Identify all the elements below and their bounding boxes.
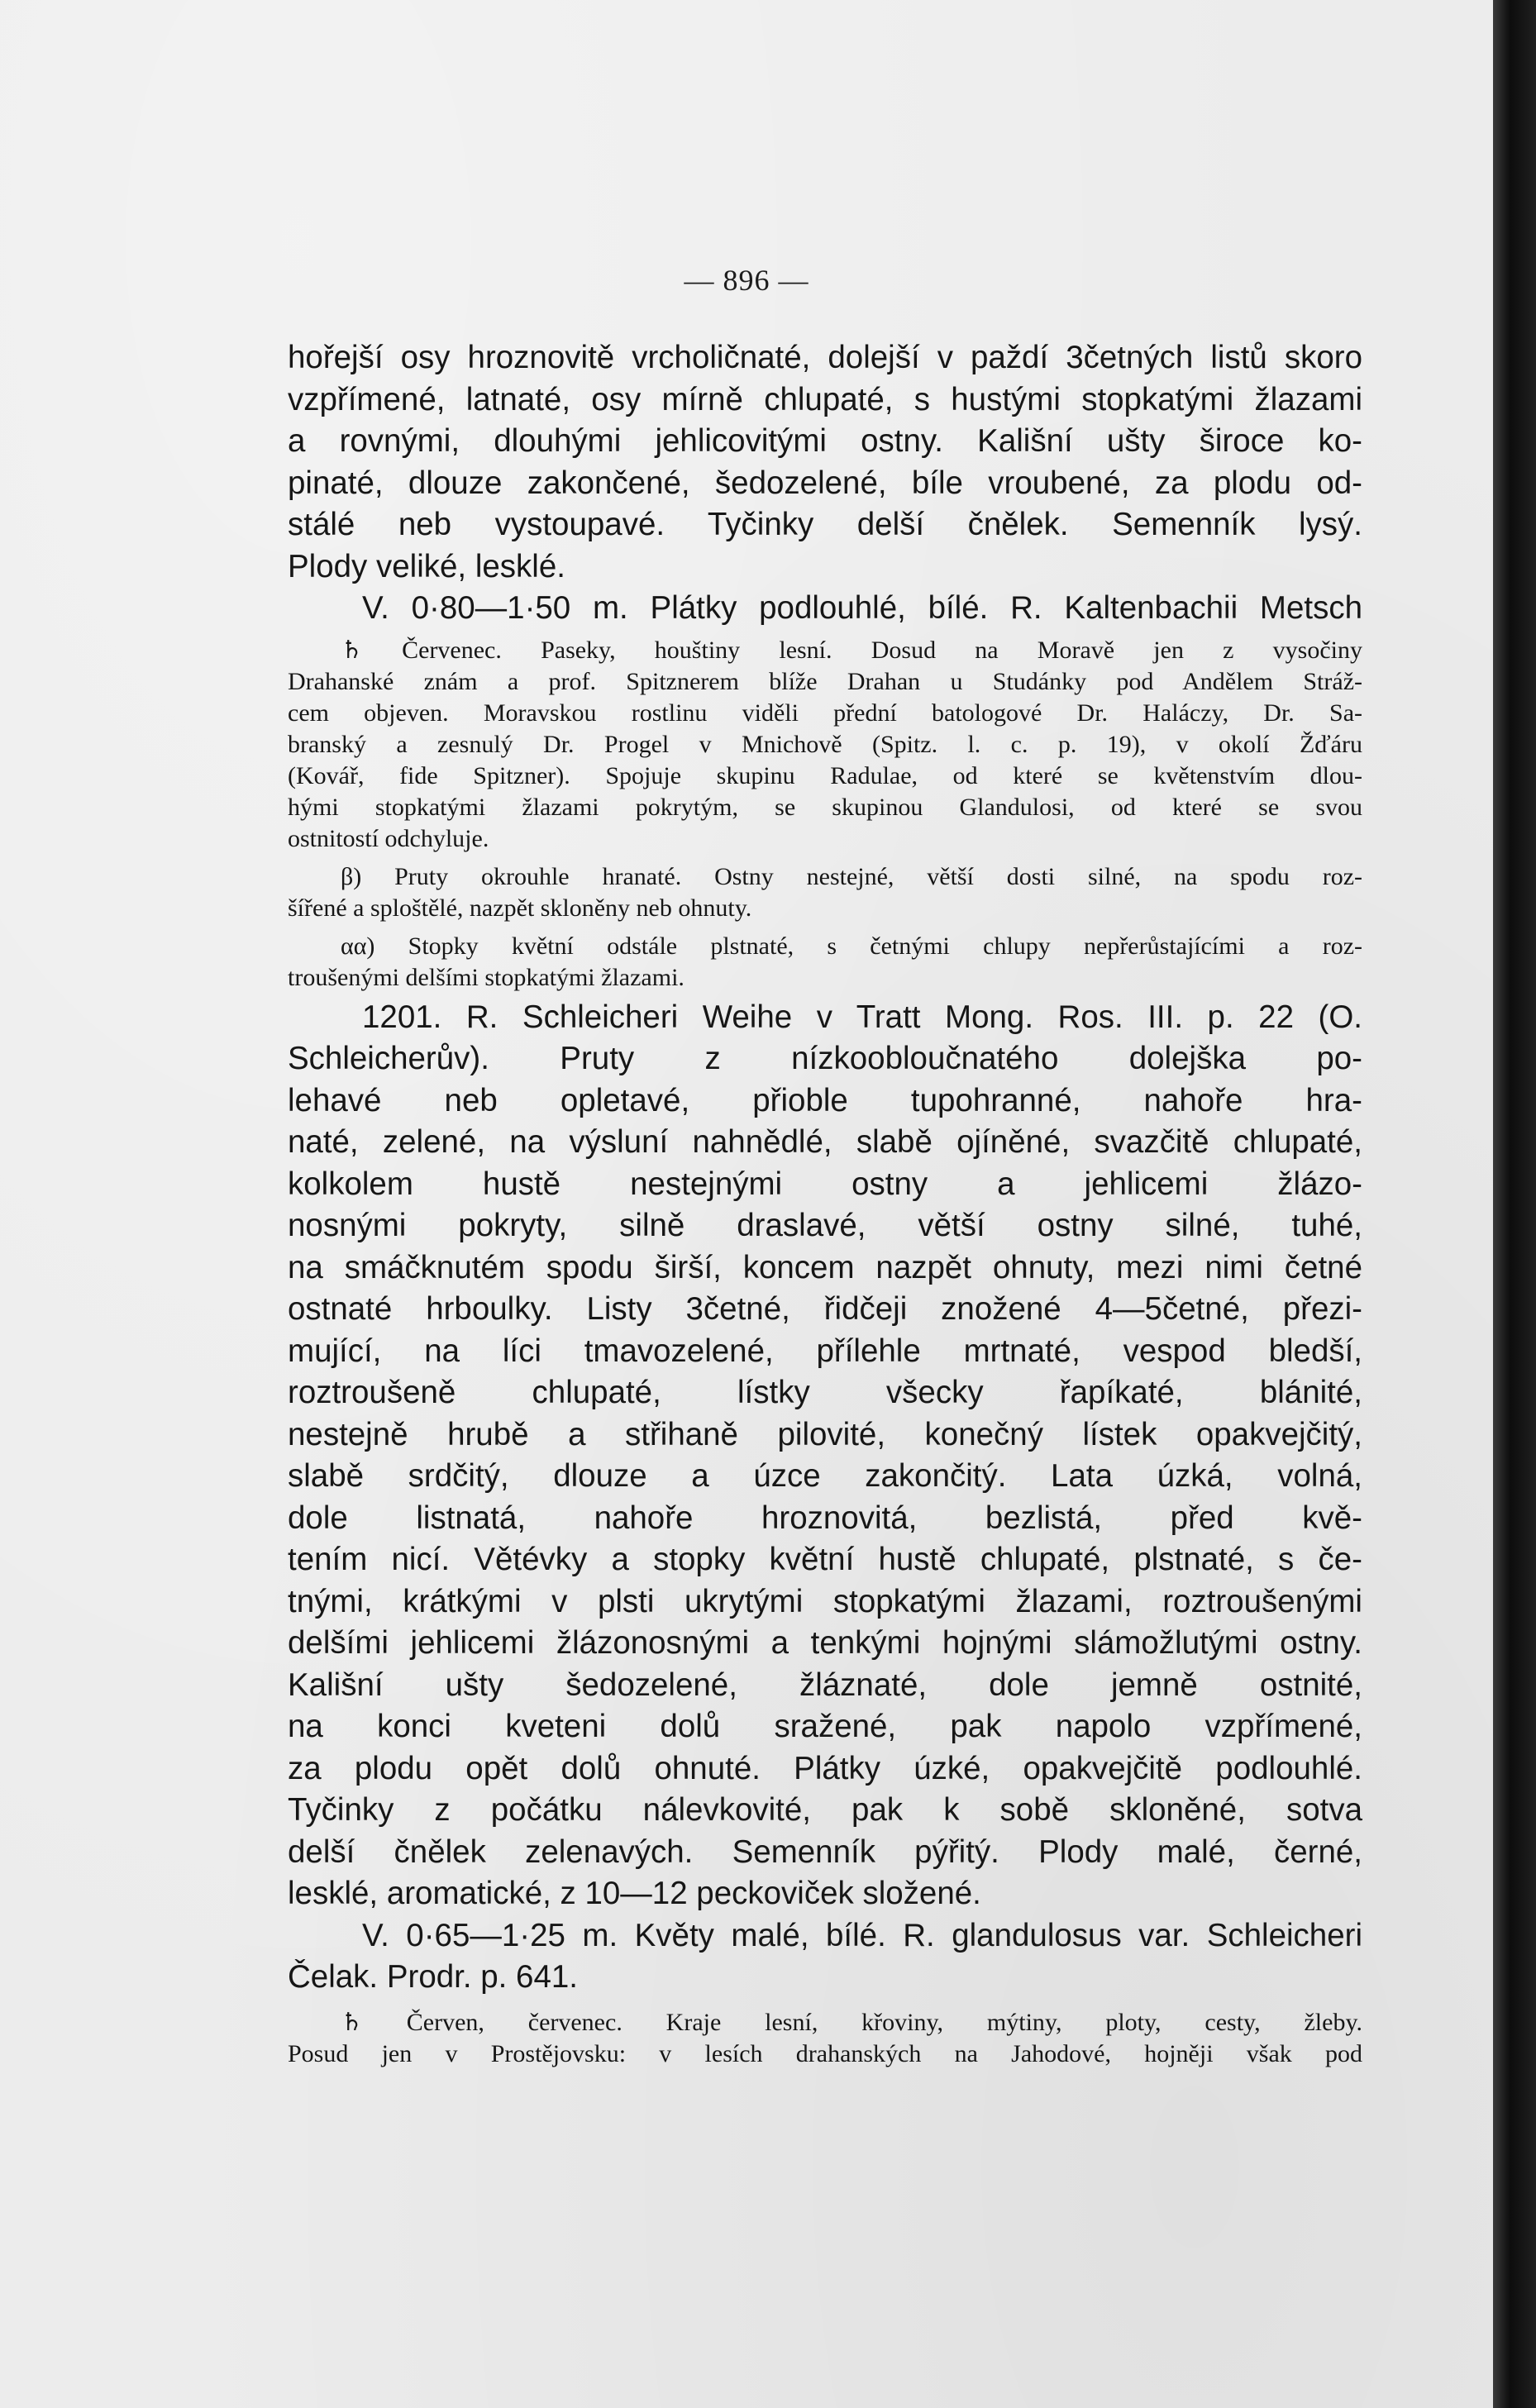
text-line: Plody veliké, lesklé. xyxy=(288,548,565,584)
page-number: — 896 — xyxy=(684,264,809,297)
page-text xyxy=(288,337,1362,2070)
distribution-paragraph xyxy=(288,635,1362,855)
text-line: vzpřímené, latnaté, osy mírně chlupaté, s hustými stopkatými žlazami xyxy=(288,381,1362,417)
text-line: cem objeven. Moravskou rostlinu viděli přední batologové Dr. Haláczy, Dr. Sa- xyxy=(288,699,1362,727)
text-line: roztroušeně chlupaté, lístky všecky řapíkaté, blánité, xyxy=(288,1375,1362,1410)
text-line: Tyčinky z počátku nálevkovité, pak k sobě skloněné, sotva xyxy=(288,1792,1362,1828)
text-line: delšími jehlicemi žlázonosnými a tenkými hojnými slámožlutými ostny. xyxy=(288,1625,1362,1661)
text-line: Posud jen v Prostějovsku: v lesích drahanských na Jahodové, hojněji však pod xyxy=(288,2039,1362,2067)
size-line: V. 0·65—1·25 m. Květy malé, bílé. R. glandulosus var. Schleicheri xyxy=(362,1917,1362,1953)
text-line: delší čnělek zelenavých. Semenník pýřitý. Plody malé, černé, xyxy=(288,1833,1362,1870)
text-line: ostnaté hrboulky. Listy 3četné, řidčeji znožené 4—5četné, přezi- xyxy=(288,1291,1362,1327)
text-line: pinaté, dlouze zakončené, šedozelené, bíle vroubené, za plodu od- xyxy=(288,465,1362,501)
size-line: V. 0·80—1·50 m. Plátky podlouhlé, bílé. R. Kaltenbachii Metsch xyxy=(362,590,1362,626)
text-line: Čelak. Prodr. p. 641. xyxy=(288,1959,578,1995)
text-line: lehavé neb opletavé, přioble tupohranné, nahoře hra- xyxy=(288,1082,1362,1118)
text-line: tnými, krátkými v plsti ukrytými stopkatými žlazami, roztroušenými xyxy=(288,1583,1362,1619)
text-line: šířené a sploštělé, nazpět skloněny neb ohnuty. xyxy=(288,894,752,922)
text-line: Drahanské znám a prof. Spitznerem blíže Drahan u Studánky pod Andělem Stráž- xyxy=(288,667,1362,695)
entry-heading: 1201. R. Schleicheri Weihe v Tratt Mong. Ros. III. p. 22 (O. xyxy=(362,999,1362,1035)
text-line: nestejně hrubě a střihaně pilovité, konečný lístek opakvejčitý, xyxy=(288,1416,1362,1452)
text-line: branský a zesnulý Dr. Progel v Mnichově (Spitz. l. c. p. 19), v okolí Žďáru xyxy=(288,730,1362,758)
text-line: dole listnatá, nahoře hroznovitá, bezlistá, před kvě- xyxy=(288,1500,1362,1536)
text-line: a rovnými, dlouhými jehlicovitými ostny. Kališní ušty široce ko- xyxy=(288,423,1362,459)
text-line: na smáčknutém spodu širší, koncem nazpět ohnuty, mezi nimi četné xyxy=(288,1249,1362,1285)
text-line: mující, na líci tmavozelené, přílehle mrtnaté, vespod bledší, xyxy=(288,1333,1362,1369)
text-line: nosnými pokryty, silně draslavé, větší ostny silné, tuhé, xyxy=(288,1208,1362,1243)
text-line: Kališní ušty šedozelené, žláznaté, dole jemně ostnité, xyxy=(288,1667,1362,1703)
key-alpha xyxy=(288,931,1362,994)
text-line: troušenými delšími stopkatými žlazami. xyxy=(288,963,685,991)
text-line: ♄ Červenec. Paseky, houštiny lesní. Dosud na Moravě jen z vysočiny xyxy=(341,636,1362,664)
species-entry xyxy=(288,997,1362,1999)
text-line: tením nicí. Větévky a stopky květní hustě chlupaté, plstnaté, s če- xyxy=(288,1542,1362,1577)
text-line: na konci kveteni dolů sražené, pak napolo vzpřímené, xyxy=(288,1709,1362,1744)
text-line: (Kovář, fide Spitzner). Spojuje skupinu Radulae, od které se květenstvím dlou- xyxy=(288,761,1362,789)
text-line: αα) Stopky květní odstále plstnaté, s četnými chlupy nepřerůstajícími a roz- xyxy=(341,932,1362,960)
text-line: ostnitostí odchyluje. xyxy=(288,824,489,852)
text-line: za plodu opět dolů ohnuté. Plátky úzké, opakvejčitě podlouhlé. xyxy=(288,1750,1362,1786)
text-line: lesklé, aromatické, z 10—12 peckoviček složené. xyxy=(288,1876,981,1911)
text-line: hořejší osy hroznovitě vrcholičnaté, dolejší v paždí 3četných listů skoro xyxy=(288,340,1362,375)
text-line: stálé neb vystoupavé. Tyčinky delší čnělek. Semenník lysý. xyxy=(288,507,1362,542)
description-paragraph xyxy=(288,337,1362,630)
text-line: kolkolem hustě nestejnými ostny a jehlicemi žlázo- xyxy=(288,1166,1362,1202)
text-line: slabě srdčitý, dlouze a úzce zakončitý. Lata úzká, volná, xyxy=(288,1458,1362,1494)
scan-edge xyxy=(1493,0,1536,2408)
text-line: β) Pruty okrouhle hranaté. Ostny nestejné, větší dosti silné, na spodu roz- xyxy=(341,862,1362,890)
text-line: ♄ Červen, červenec. Kraje lesní, křoviny, mýtiny, ploty, cesty, žleby. xyxy=(341,2008,1362,2036)
text-line: Schleicherův). Pruty z nízkoobloučnatého dolejška po- xyxy=(288,1041,1362,1076)
text-line: naté, zelené, na výsluní nahnědlé, slabě ojíněné, svazčitě chlupaté, xyxy=(288,1124,1362,1160)
habitat-paragraph xyxy=(288,2007,1362,2070)
text-line: hými stopkatými žlazami pokrytým, se skupinou Glandulosi, od které se svou xyxy=(288,793,1362,821)
key-beta xyxy=(288,861,1362,924)
